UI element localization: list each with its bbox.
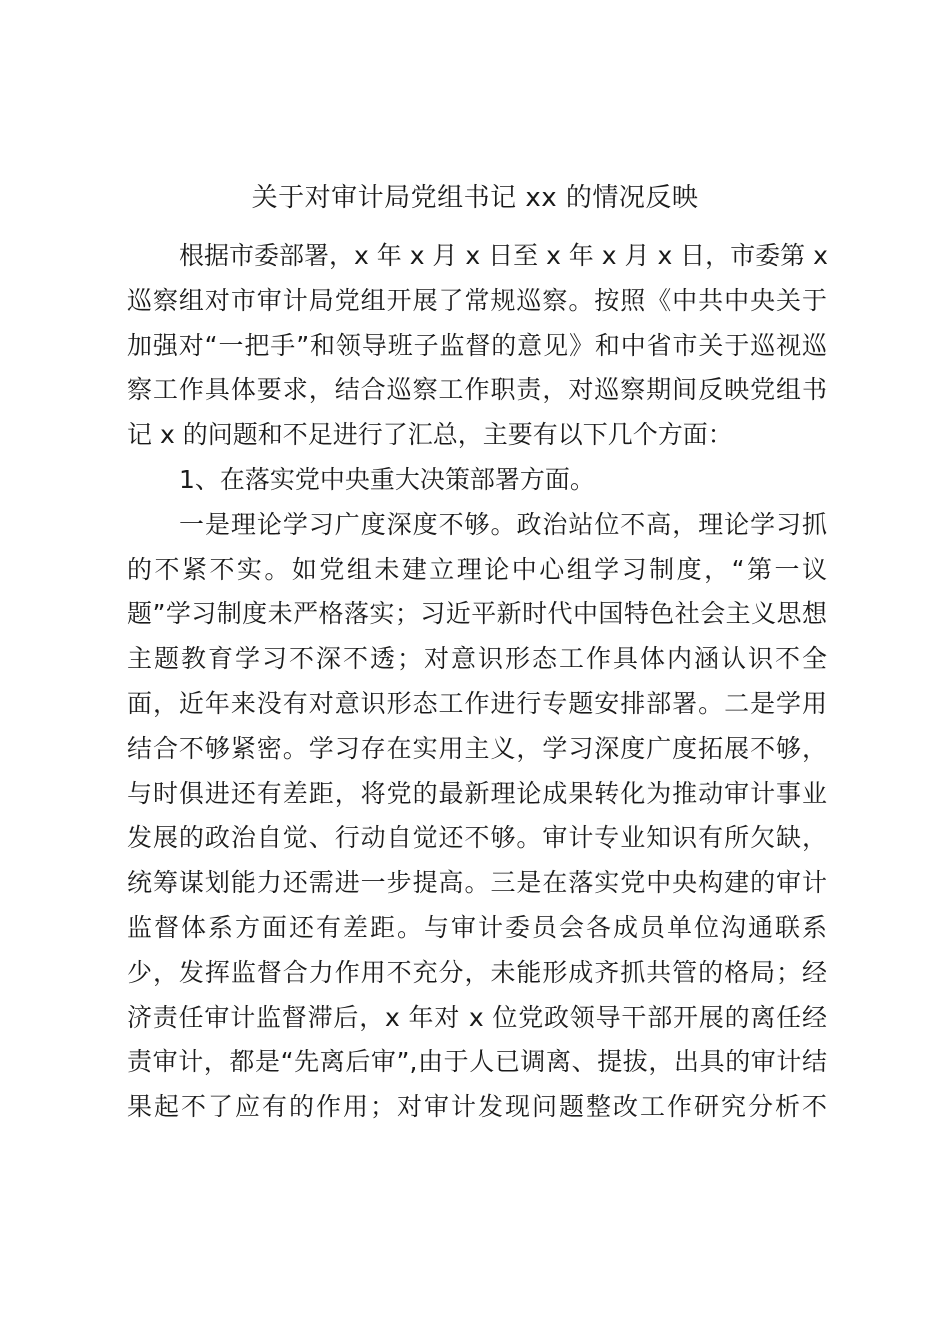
paragraph-line: 与时俱进还有差距，将党的最新理论成果转化为推动审计事业 [127, 778, 827, 808]
paragraph-line: 统筹谋划能力还需进一步提高。三是在落实党中央构建的审计 [127, 868, 827, 898]
paragraph-line: 发展的政治自觉、行动自觉还不够。审计专业知识有所欠缺， [127, 823, 827, 853]
paragraph-line: 果起不了应有的作用；对审计发现问题整改工作研究分析不 [127, 1092, 827, 1122]
paragraph-line: 一是理论学习广度深度不够。政治站位不高，理论学习抓 [179, 509, 827, 539]
paragraph-line: 监督体系方面还有差距。与审计委员会各成员单位沟通联系 [127, 912, 827, 942]
paragraph-line: 面，近年来没有对意识形态工作进行专题安排部署。二是学用 [127, 688, 827, 718]
paragraph-line: 结合不够紧密。学习存在实用主义，学习深度广度拓展不够， [127, 733, 827, 763]
paragraph-line: 题”学习制度未严格落实；习近平新时代中国特色社会主义思想 [127, 599, 827, 629]
paragraph-line: 根据市委部署，x 年 x 月 x 日至 x 年 x 月 x 日，市委第 x [179, 241, 828, 270]
paragraph-line: 加强对“一把手”和领导班子监督的意见》和中省市关于巡视巡 [127, 330, 827, 360]
paragraph-line: 察工作具体要求，结合巡察工作职责，对巡察期间反映党组书 [127, 375, 827, 405]
paragraph-line: 济责任审计监督滞后，x 年对 x 位党政领导干部开展的离任经 [127, 1002, 827, 1032]
paragraph-line: 主题教育学习不深不透；对意识形态工作具体内涵认识不全 [127, 644, 827, 674]
document-body [127, 234, 827, 1130]
paragraph-line: 记 x 的问题和不足进行了汇总，主要有以下几个方面： [127, 420, 733, 450]
section-heading: 1、在落实党中央重大决策部署方面。 [179, 464, 595, 494]
paragraph-line: 责审计，都是“先离后审”,由于人已调离、提拔，出具的审计结 [127, 1047, 827, 1077]
paragraph-line: 巡察组对市审计局党组开展了常规巡察。按照《中共中央关于 [127, 285, 827, 315]
paragraph-line: 少，发挥监督合力作用不充分，未能形成齐抓共管的格局；经 [127, 957, 827, 987]
document-title: 关于对审计局党组书记 xx 的情况反映 [251, 183, 699, 213]
paragraph-line: 的不紧不实。如党组未建立理论中心组学习制度，“第一议 [127, 554, 827, 584]
